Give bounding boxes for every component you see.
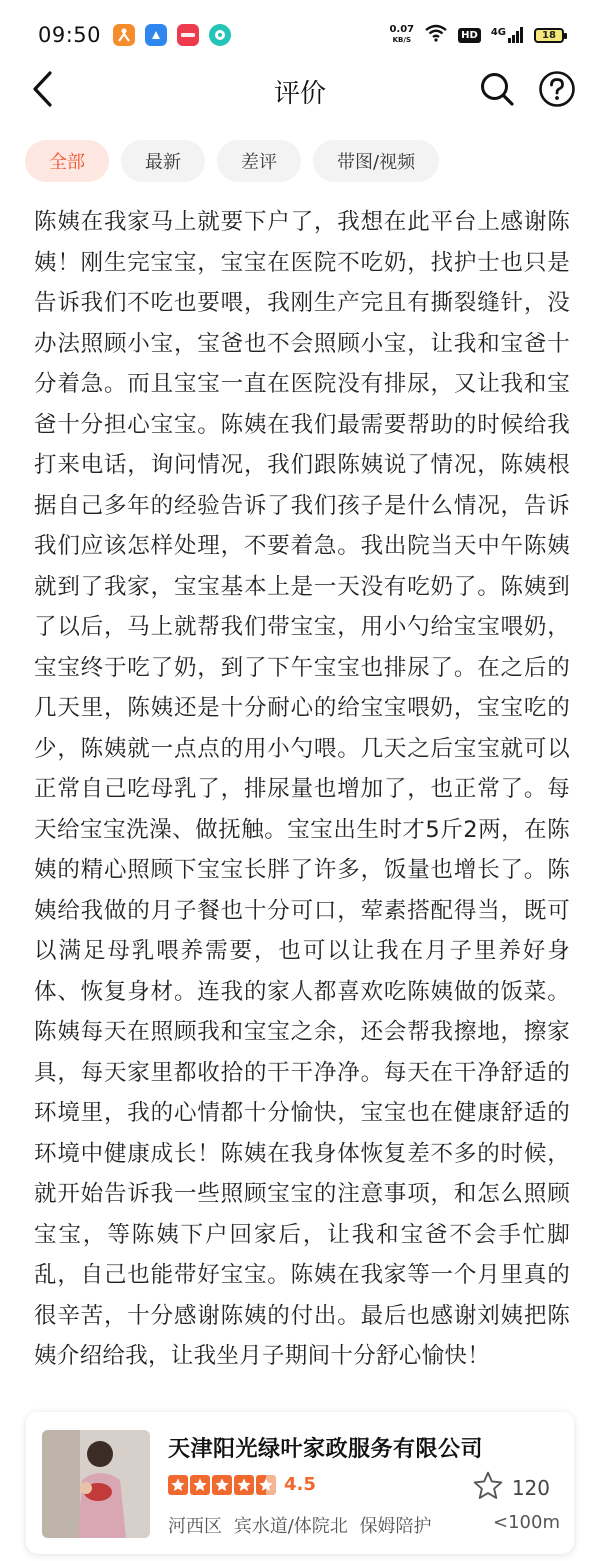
rating-value: 4.5 [284, 1474, 316, 1495]
star-outline-icon [472, 1470, 504, 1506]
star-icon [234, 1475, 254, 1495]
network-speed-value: 0.07 [389, 24, 415, 35]
notification-app-icons [113, 24, 231, 46]
signal-type: 4G [490, 27, 506, 38]
half-star-icon [256, 1475, 276, 1495]
xiaohongshu-app-icon [177, 24, 199, 46]
help-circle-icon [538, 70, 576, 112]
shop-location: 宾水道/体院北 [233, 1516, 348, 1537]
favorite-count: 120 [511, 1476, 550, 1500]
battery-icon: 18 [534, 28, 564, 43]
help-button[interactable] [536, 70, 578, 112]
shop-district: 河西区 [168, 1516, 222, 1537]
tab-latest[interactable]: 最新 [121, 140, 205, 182]
status-bar [0, 0, 600, 70]
shop-distance: <100m [493, 1512, 560, 1533]
shop-rating [168, 1474, 316, 1495]
taobao-app-icon [113, 24, 135, 46]
shop-card[interactable] [26, 1412, 574, 1554]
shop-thumbnail [42, 1430, 150, 1538]
review-filter-tabs [25, 140, 439, 182]
page-header [0, 70, 600, 112]
shop-meta [168, 1512, 560, 1538]
status-indicators [389, 24, 564, 46]
favorite-button[interactable] [472, 1470, 550, 1506]
hd-badge: HD [458, 28, 481, 43]
star-icon [212, 1475, 232, 1495]
shop-location-info [168, 1512, 438, 1538]
network-speed-unit: KB/S [392, 36, 411, 44]
tab-all[interactable]: 全部 [25, 140, 109, 182]
network-speed [389, 25, 414, 45]
star-icon [168, 1475, 188, 1495]
wifi-icon [424, 24, 448, 46]
blue-app-icon [145, 24, 167, 46]
signal-icon [491, 27, 524, 43]
chat-app-icon [209, 24, 231, 46]
search-icon [479, 71, 515, 111]
shop-name: 天津阳光绿叶家政服务有限公司 [168, 1437, 484, 1462]
tab-with-media[interactable]: 带图/视频 [313, 140, 439, 182]
page-title: 评价 [273, 78, 326, 109]
star-icon [190, 1475, 210, 1495]
shop-service: 保姆陪护 [359, 1516, 432, 1537]
back-button[interactable] [30, 70, 70, 112]
status-time: 09:50 [38, 23, 102, 47]
search-button[interactable] [476, 70, 518, 112]
review-text: 陈姨在我家马上就要下户了，我想在此平台上感谢陈姨！刚生完宝宝，宝宝在医院不吃奶，找护士也只是告诉我们不吃也要喂，我刚生产完且有撕裂缝针，没办法照顾小宝，宝爸也不会照顾小宝，让我和宝爸十分着急。而且宝宝一直在医院没有排尿，又让我和宝爸十分担心宝宝。陈姨在我们最需要帮助的时候给我打来电话，询问情况，我们跟陈姨说了情况，陈姨根据自己多年的经验告诉了我们孩子是什么情况，告诉我们应该怎样处理，不要着急。我出院当天中午陈姨就到了我家，宝宝基本上是一天没有吃奶了。陈姨到了以后，马上就帮我们带宝宝，用小勺给宝宝喂奶，宝宝终于吃了奶，到了下午宝宝也排尿了。在之后的几天里，陈姨还是十分耐心的给宝宝喂奶，宝宝吃的少，陈姨就一点点的用小勺喂。几天之后宝宝就可以正常自己吃母乳了，排尿量也增加了，也正常了。每天给宝宝洗澡、做抚触。宝宝出生时才5斤2两，在陈姨的精心照顾下宝宝长胖了许多，饭量也增长了。陈姨给我做的月子餐也十分可口，荤素搭配得当，既可以满足母乳喂养需要，也可以让我在月子里养好身体、恢复身材。连我的家人都喜欢吃陈姨做的饭菜。陈姨每天在照顾我和宝宝之余，还会帮我擦地，擦家具，每天家里都收拾的干干净净。每天在干净舒适的环境里，我的心情都十分愉快，宝宝也在健康舒适的环境中健康成长！陈姨在我身体恢复差不多的时候，就开始告诉我一些照顾宝宝的注意事项，和怎么照顾宝宝，等陈姨下户回家后，让我和宝爸不会手忙脚乱，自己也能带好宝宝。陈姨在我家等一个月里真的很辛苦，十分感谢陈姨的付出。最后也感谢刘姨把陈姨介绍给我，让我坐月子期间十分舒心愉快！ [34, 209, 570, 1369]
tab-negative[interactable]: 差评 [217, 140, 301, 182]
rating-stars [168, 1475, 276, 1495]
chevron-left-icon [30, 70, 54, 112]
